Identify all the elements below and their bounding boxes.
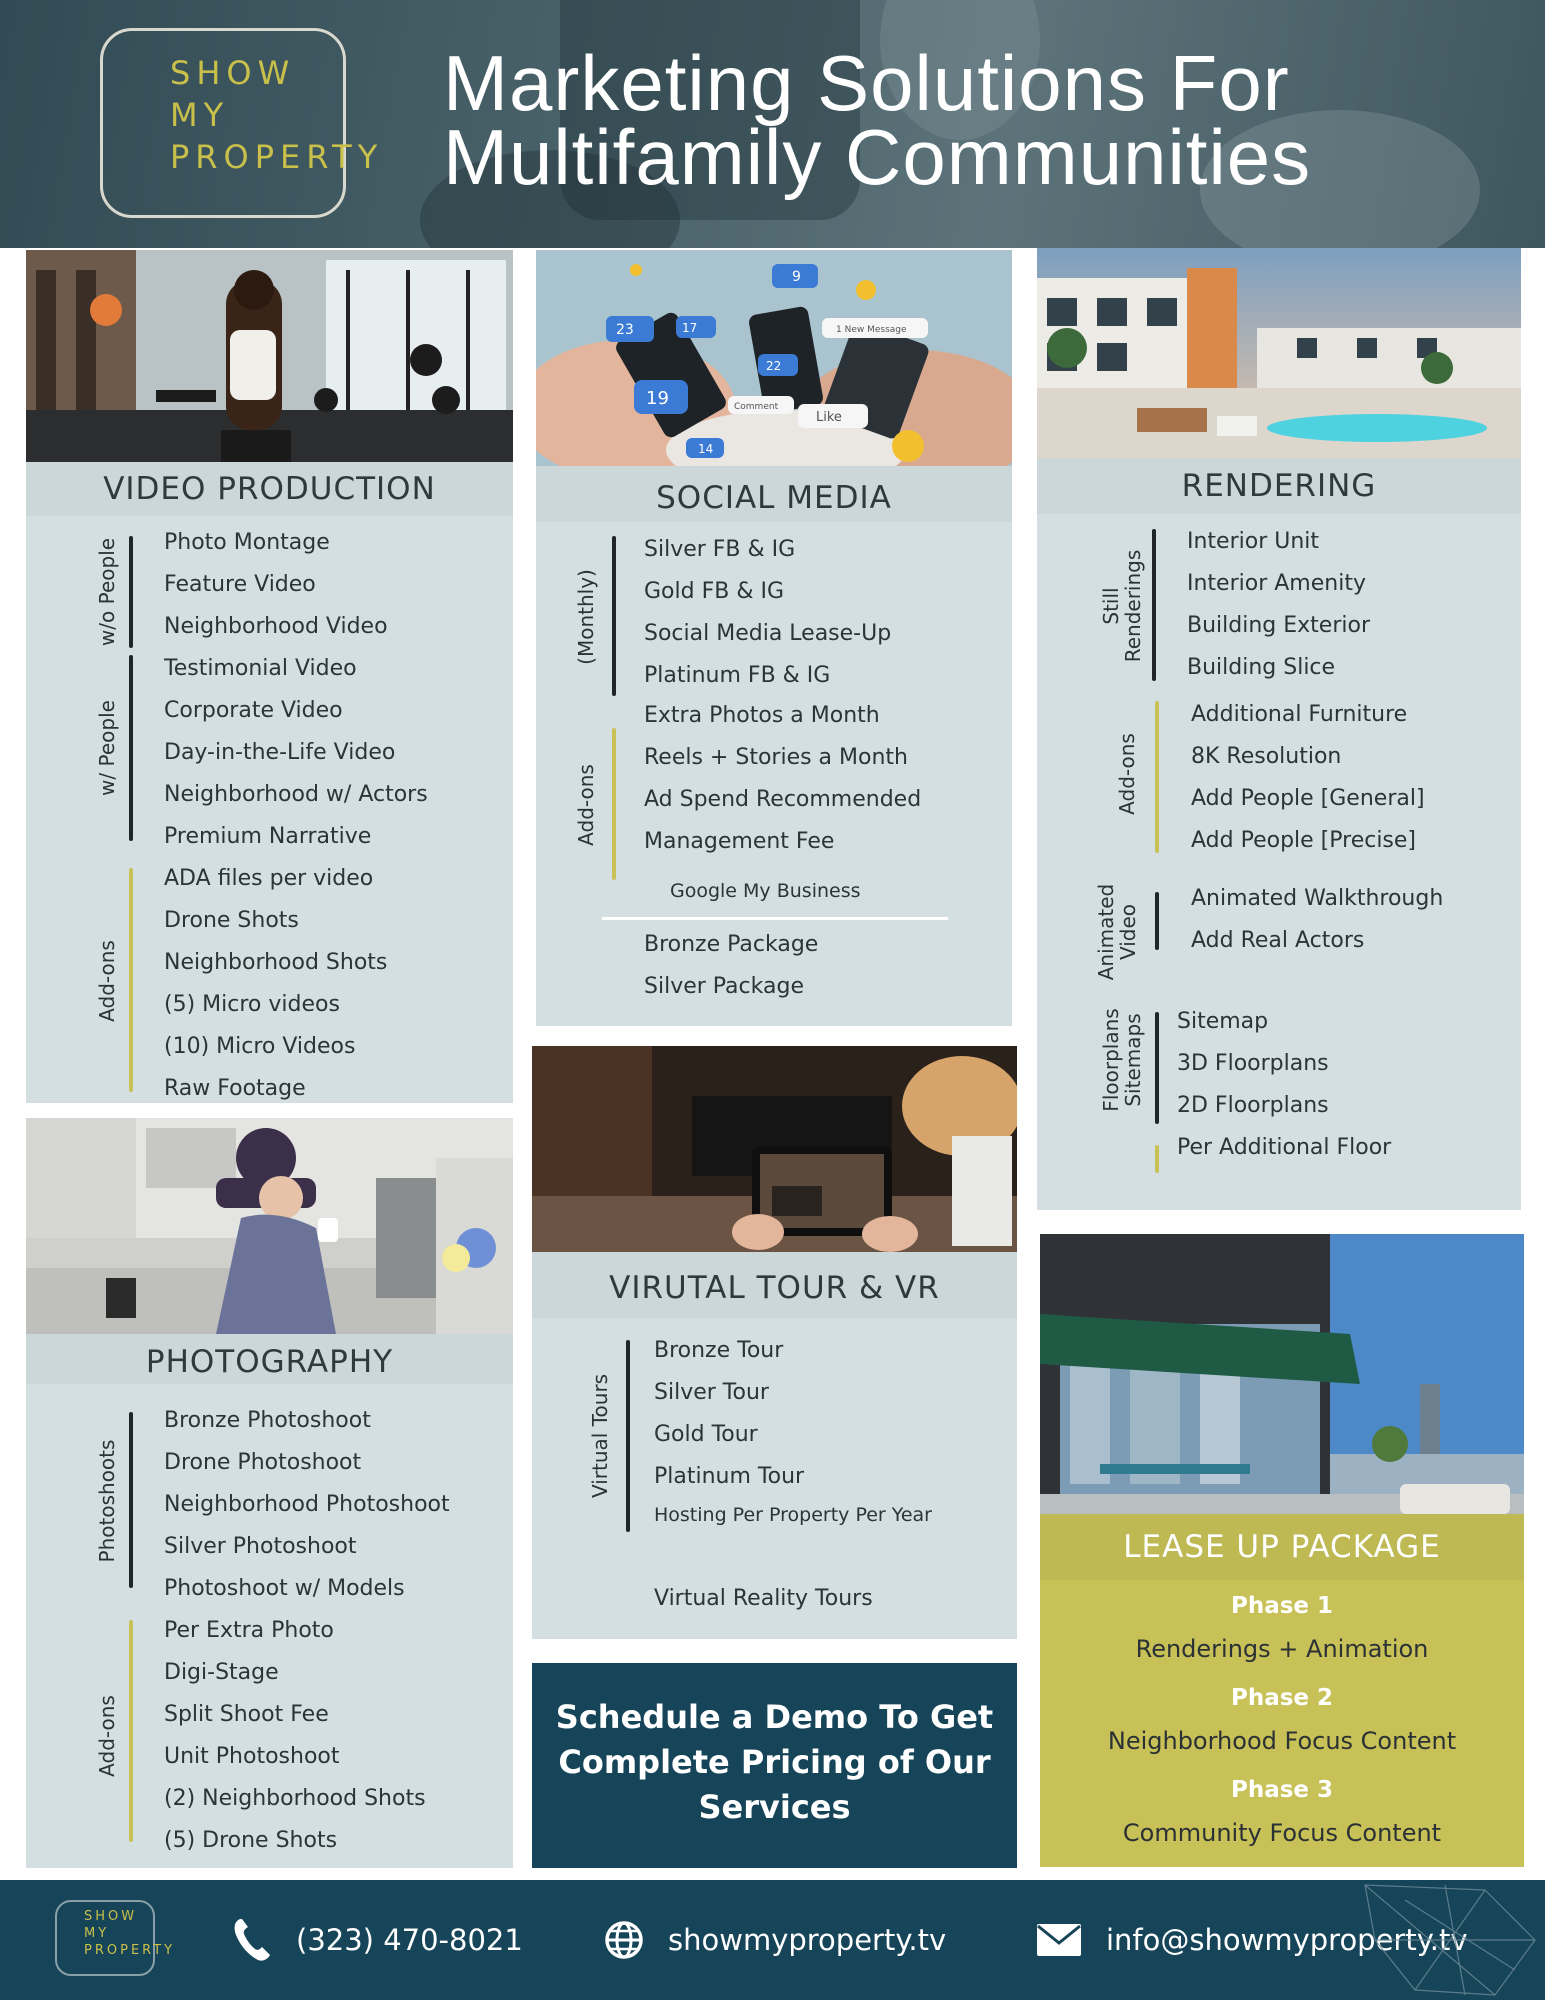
logo-line: PROPERTY bbox=[170, 138, 384, 176]
list-item: Hosting Per Property Per Year bbox=[654, 1504, 932, 1526]
rendering-photo bbox=[1037, 248, 1521, 458]
logo bbox=[170, 52, 410, 178]
label-line: Add-ons bbox=[1115, 733, 1139, 815]
group-label bbox=[1100, 541, 1144, 671]
page-title bbox=[443, 39, 1523, 201]
list-item: Neighborhood w/ Actors bbox=[164, 782, 428, 807]
group-divider bbox=[1155, 701, 1159, 853]
list-item: Premium Narrative bbox=[164, 824, 372, 849]
bubble-label: 19 bbox=[646, 388, 669, 409]
list-item: Extra Photos a Month bbox=[644, 703, 880, 728]
hosting-note bbox=[654, 1498, 932, 1532]
list-item: ADA files per video bbox=[164, 866, 374, 891]
bubble-label: 17 bbox=[682, 321, 698, 335]
item-list bbox=[644, 529, 891, 697]
list-item: Split Shoot Fee bbox=[164, 1702, 329, 1727]
list-item: Interior Unit bbox=[1187, 529, 1320, 554]
social-media-title: SOCIAL MEDIA bbox=[536, 466, 1012, 522]
list-item: Gold Tour bbox=[654, 1422, 758, 1447]
footer-logo bbox=[84, 1908, 175, 1959]
title-line: Multifamily Communities bbox=[443, 113, 1312, 201]
list-item: Raw Footage bbox=[164, 1076, 306, 1101]
list-item: Day-in-the-Life Video bbox=[164, 740, 396, 765]
logo-line: PROPERTY bbox=[84, 1943, 176, 1958]
item-list bbox=[164, 522, 388, 648]
video-production-title: VIDEO PRODUCTION bbox=[26, 462, 513, 516]
vr-photo bbox=[532, 1046, 1017, 1252]
group-divider bbox=[129, 1412, 133, 1588]
group-divider bbox=[129, 536, 133, 648]
label-line: Animated bbox=[1094, 883, 1118, 981]
group-divider bbox=[626, 1340, 630, 1532]
group-divider bbox=[612, 728, 616, 880]
kitchen-photo bbox=[26, 1118, 513, 1334]
item-list bbox=[1177, 1001, 1391, 1169]
list-item: Silver Package bbox=[644, 974, 804, 999]
list-item: Add People [Precise] bbox=[1191, 828, 1417, 853]
phase-description: Neighborhood Focus Content bbox=[1107, 1727, 1457, 1755]
list-item: Additional Furniture bbox=[1191, 702, 1408, 727]
list-item: Add People [General] bbox=[1191, 786, 1425, 811]
item-list bbox=[644, 695, 921, 863]
group-divider bbox=[612, 536, 616, 696]
list-item: Silver Photoshoot bbox=[164, 1534, 357, 1559]
item-list bbox=[164, 858, 387, 1103]
list-item: Platinum Tour bbox=[654, 1464, 805, 1489]
list-item: Neighborhood Video bbox=[164, 614, 388, 639]
phase-list bbox=[1040, 1586, 1524, 1862]
list-item: (2) Neighborhood Shots bbox=[164, 1786, 426, 1811]
list-item: Unit Photoshoot bbox=[164, 1744, 340, 1769]
list-item: Drone Photoshoot bbox=[164, 1450, 362, 1475]
schedule-demo-cta[interactable]: Schedule a Demo To Get Complete Pricing of Our Services bbox=[532, 1663, 1017, 1868]
tablet-scene-image bbox=[532, 1046, 1017, 1252]
group-label: w/o People bbox=[95, 537, 119, 647]
header-banner bbox=[0, 0, 1545, 248]
group-divider bbox=[129, 655, 133, 841]
group-label: Virtual Tours bbox=[588, 1373, 612, 1498]
list-item: 2D Floorplans bbox=[1177, 1093, 1329, 1118]
label-line: Video bbox=[1116, 903, 1140, 961]
list-item: Building Slice bbox=[1187, 655, 1336, 680]
list-item: Animated Walkthrough bbox=[1191, 886, 1444, 911]
list-item: Virtual Reality Tours bbox=[654, 1586, 873, 1611]
phase-title: Phase 1 bbox=[1230, 1593, 1334, 1619]
footer bbox=[0, 1880, 1545, 2000]
list-item: Sitemap bbox=[1177, 1009, 1269, 1034]
vr-item bbox=[654, 1578, 873, 1620]
group-label: (Monthly) bbox=[574, 569, 598, 665]
list-item: Corporate Video bbox=[164, 698, 343, 723]
list-item: Photoshoot w/ Models bbox=[164, 1576, 405, 1601]
pool-scene-image bbox=[1037, 248, 1521, 458]
title-line: Marketing Solutions For bbox=[443, 39, 1290, 127]
group-divider bbox=[1155, 892, 1159, 950]
group-divider bbox=[1155, 1145, 1159, 1173]
website-url: showmyproperty.tv bbox=[668, 1923, 947, 1957]
list-item: Digi-Stage bbox=[164, 1660, 279, 1685]
group-divider bbox=[129, 868, 133, 1092]
group-label bbox=[1116, 724, 1138, 824]
bubble-label: Comment bbox=[734, 402, 779, 412]
phase-description: Community Focus Content bbox=[1122, 1819, 1442, 1847]
package-list bbox=[644, 924, 818, 1008]
item-list bbox=[164, 1610, 426, 1862]
mail-icon bbox=[1036, 1923, 1082, 1957]
item-list bbox=[164, 1400, 450, 1610]
list-item: Bronze Package bbox=[644, 932, 819, 957]
label-line: Sitemaps bbox=[1121, 1013, 1145, 1107]
label-line: Still bbox=[1099, 587, 1123, 625]
group-divider bbox=[129, 1620, 133, 1842]
lease-up-title: LEASE UP PACKAGE bbox=[1040, 1514, 1524, 1580]
group-label bbox=[1100, 1000, 1144, 1120]
group-label: Add-ons bbox=[95, 940, 119, 1022]
bubble-label: 9 bbox=[792, 269, 801, 285]
group-label: w/ People bbox=[95, 700, 119, 796]
list-item: Neighborhood Photoshoot bbox=[164, 1492, 450, 1517]
bubble-label: 1 New Message bbox=[836, 325, 907, 335]
list-item: Neighborhood Shots bbox=[164, 950, 388, 975]
gym-photo bbox=[26, 250, 513, 462]
phone-icon bbox=[232, 1917, 272, 1963]
phase-title: Phase 2 bbox=[1230, 1685, 1334, 1711]
bubble-label: 23 bbox=[616, 322, 634, 338]
phase-title: Phase 3 bbox=[1230, 1777, 1334, 1803]
list-item: Bronze Tour bbox=[654, 1338, 784, 1363]
email-address: info@showmyproperty.tv bbox=[1106, 1923, 1468, 1957]
list-item: Ad Spend Recommended bbox=[644, 787, 922, 812]
social-media-card bbox=[536, 250, 1012, 1026]
phase-description: Renderings + Animation bbox=[1135, 1635, 1429, 1663]
list-item: Google My Business bbox=[670, 880, 861, 902]
list-item: Silver Tour bbox=[654, 1380, 769, 1405]
list-item: Per Additional Floor bbox=[1177, 1135, 1392, 1160]
group-label bbox=[1095, 877, 1139, 987]
phone-link[interactable] bbox=[232, 1880, 523, 2000]
footer-geometric-decoration bbox=[1345, 1880, 1545, 2000]
gym-scene-image bbox=[26, 250, 513, 462]
group-label: Add-ons bbox=[574, 764, 598, 846]
list-item: (10) Micro Videos bbox=[164, 1034, 356, 1059]
group-label: Add-ons bbox=[95, 1695, 119, 1777]
item-list bbox=[164, 648, 428, 858]
list-item: Reels + Stories a Month bbox=[644, 745, 908, 770]
photography-title: PHOTOGRAPHY bbox=[26, 1334, 513, 1384]
list-item: Add Real Actors bbox=[1191, 928, 1365, 953]
list-item: Per Extra Photo bbox=[164, 1618, 334, 1643]
phones-scene-image bbox=[536, 250, 1012, 466]
group-divider bbox=[1155, 1012, 1159, 1124]
logo-line: MY bbox=[84, 1926, 110, 1941]
lease-up-card bbox=[1040, 1234, 1524, 1867]
list-item: Drone Shots bbox=[164, 908, 299, 933]
item-list bbox=[1191, 878, 1443, 962]
item-list bbox=[1187, 521, 1370, 689]
list-item: Interior Amenity bbox=[1187, 571, 1366, 596]
list-item: (5) Micro videos bbox=[164, 992, 340, 1017]
group-divider bbox=[1152, 529, 1156, 681]
rendering-title: RENDERING bbox=[1037, 458, 1521, 514]
logo-line: SHOW bbox=[84, 1909, 138, 1924]
list-item: Building Exterior bbox=[1187, 613, 1370, 638]
globe-icon bbox=[604, 1920, 644, 1960]
list-item: Gold FB & IG bbox=[644, 579, 785, 604]
list-item: Testimonial Video bbox=[164, 656, 357, 681]
bubble-label: Like bbox=[816, 410, 842, 425]
virtual-tour-title: VIRUTAL TOUR & VR bbox=[532, 1252, 1017, 1318]
list-item: Silver FB & IG bbox=[644, 537, 796, 562]
extra-item bbox=[670, 870, 861, 912]
kitchen-scene-image bbox=[26, 1118, 513, 1334]
list-item: 8K Resolution bbox=[1191, 744, 1342, 769]
list-item: 3D Floorplans bbox=[1177, 1051, 1329, 1076]
list-item: Management Fee bbox=[644, 829, 835, 854]
logo-line: MY bbox=[170, 96, 230, 134]
divider-line bbox=[602, 917, 948, 920]
social-photo bbox=[536, 250, 1012, 466]
virtual-tour-card bbox=[532, 1046, 1017, 1639]
phone-number: (323) 470-8021 bbox=[296, 1923, 523, 1957]
website-link[interactable] bbox=[604, 1880, 946, 2000]
list-item: Bronze Photoshoot bbox=[164, 1408, 371, 1433]
label-line: Renderings bbox=[1121, 549, 1145, 663]
logo-line: SHOW bbox=[170, 54, 296, 92]
item-list bbox=[654, 1330, 804, 1498]
label-line: Floorplans bbox=[1099, 1008, 1123, 1112]
list-item: Feature Video bbox=[164, 572, 316, 597]
bubble-label: 22 bbox=[766, 359, 782, 373]
list-item: (5) Drone Shots bbox=[164, 1828, 338, 1853]
group-label: Photoshoots bbox=[95, 1439, 119, 1563]
video-production-card bbox=[26, 250, 513, 1103]
list-item: Platinum FB & IG bbox=[644, 663, 831, 688]
item-list bbox=[1191, 694, 1425, 862]
photography-card bbox=[26, 1118, 513, 1868]
rendering-card bbox=[1037, 248, 1521, 1210]
bubble-label: 14 bbox=[698, 442, 714, 456]
list-item: Photo Montage bbox=[164, 530, 330, 555]
list-item: Social Media Lease-Up bbox=[644, 621, 892, 646]
